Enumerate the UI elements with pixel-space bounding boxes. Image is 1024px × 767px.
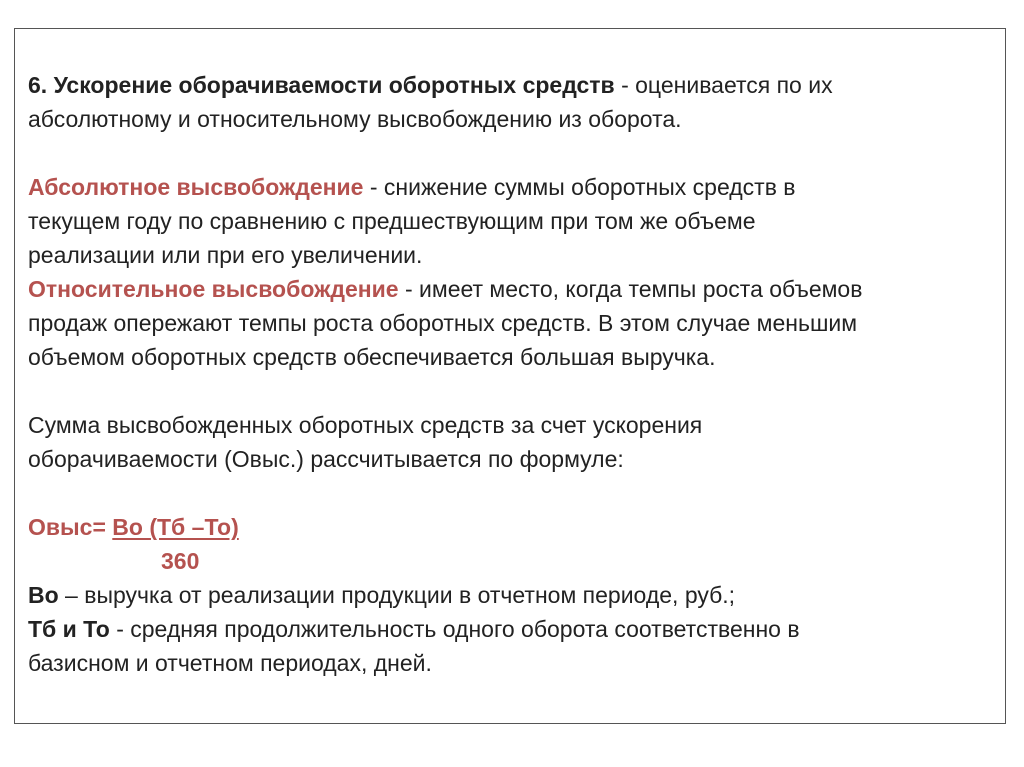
absolute-term: Абсолютное высвобождение — [28, 174, 364, 200]
formula-denominator: 360 — [161, 548, 200, 574]
spacer — [28, 136, 988, 170]
formula-numerator-line — [28, 510, 988, 544]
relative-text-1: - имеет место, когда темпы роста объемов — [398, 276, 863, 302]
spacer — [28, 476, 988, 510]
definition-t-term: Тб и То — [28, 616, 110, 642]
slide-content — [28, 68, 988, 680]
relative-line-1 — [28, 272, 988, 306]
sum-line-1: Сумма высвобожденных оборотных средств за счет ускорения — [28, 412, 703, 438]
section-heading-rest: - оценивается по их — [614, 72, 833, 98]
section-heading-line — [28, 68, 988, 102]
absolute-line-1 — [28, 170, 988, 204]
spacer — [28, 374, 988, 408]
formula-lhs: Овыс= — [28, 514, 113, 540]
sum-line-2: оборачиваемости (Овыс.) рассчитывается по формуле: — [28, 446, 624, 472]
section-heading: 6. Ускорение оборачиваемости оборотных средств — [28, 72, 615, 98]
definition-vo-text: – выручка от реализации продукции в отчетном периоде, руб.; — [58, 582, 736, 608]
definition-t-line-1 — [28, 612, 988, 646]
section-heading-cont: абсолютному и относительному высвобождению из оборота. — [28, 106, 682, 132]
relative-term: Относительное высвобождение — [28, 276, 399, 302]
relative-line-3: объемом оборотных средств обеспечивается большая выручка. — [28, 344, 716, 370]
definition-t-line-2: базисном и отчетном периодах, дней. — [28, 650, 432, 676]
definition-t-text-1: - средняя продолжительность одного оборота соответственно в — [109, 616, 800, 642]
relative-line-2: продаж опережают темпы роста оборотных средств. В этом случае меньшим — [28, 310, 858, 336]
formula-numerator: Во (Тб –То) — [112, 514, 239, 540]
definition-vo-term: Во — [28, 582, 59, 608]
absolute-text-1: - снижение суммы оборотных средств в — [363, 174, 796, 200]
absolute-line-3: реализации или при его увеличении. — [28, 242, 423, 268]
definition-vo — [28, 578, 988, 612]
absolute-line-2: текущем году по сравнению с предшествующим при том же объеме — [28, 208, 756, 234]
